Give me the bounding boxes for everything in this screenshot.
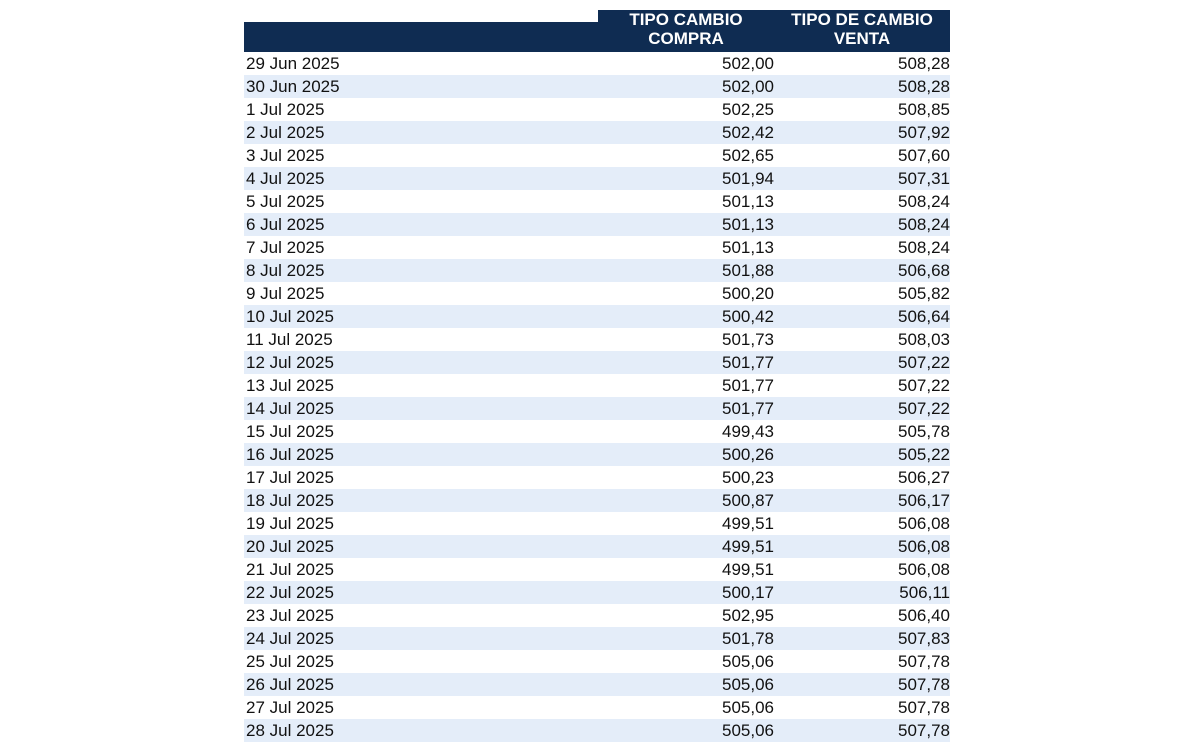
table-row — [244, 236, 950, 259]
compra-cell: 499,51 — [722, 560, 774, 579]
compra-cell: 505,06 — [722, 698, 774, 717]
date-cell: 26 Jul 2025 — [246, 675, 334, 694]
venta-cell: 507,78 — [898, 698, 950, 717]
venta-cell: 506,40 — [898, 606, 950, 625]
date-cell: 8 Jul 2025 — [246, 261, 325, 280]
table-row — [244, 558, 950, 581]
date-cell: 1 Jul 2025 — [246, 100, 325, 119]
date-cell: 12 Jul 2025 — [246, 353, 334, 372]
compra-cell: 500,26 — [722, 445, 774, 464]
compra-cell: 500,87 — [722, 491, 774, 510]
header-venta-line-2: VENTA — [833, 29, 891, 48]
venta-cell: 508,85 — [898, 100, 950, 119]
venta-cell: 508,24 — [898, 238, 950, 257]
date-cell: 25 Jul 2025 — [246, 652, 334, 671]
table-row — [244, 581, 950, 604]
compra-cell: 505,06 — [722, 675, 774, 694]
table-row — [244, 719, 950, 742]
table-row — [244, 374, 950, 397]
compra-cell: 501,77 — [722, 353, 774, 372]
table-row — [244, 535, 950, 558]
venta-cell: 507,78 — [898, 652, 950, 671]
table-row — [244, 282, 950, 305]
date-cell: 27 Jul 2025 — [246, 698, 334, 717]
venta-cell: 508,28 — [898, 54, 950, 73]
compra-cell: 500,17 — [722, 583, 774, 602]
compra-cell: 505,06 — [722, 721, 774, 740]
venta-cell: 506,08 — [898, 537, 950, 556]
compra-cell: 500,42 — [722, 307, 774, 326]
compra-cell: 502,95 — [722, 606, 774, 625]
table-row — [244, 650, 950, 673]
venta-cell: 507,78 — [898, 721, 950, 740]
table-row — [244, 420, 950, 443]
date-cell: 7 Jul 2025 — [246, 238, 325, 257]
compra-cell: 500,20 — [722, 284, 774, 303]
compra-cell: 502,65 — [722, 146, 774, 165]
table-row — [244, 167, 950, 190]
table-row — [244, 696, 950, 719]
table-body — [244, 52, 950, 742]
header-venta-line-1: TIPO DE CAMBIO — [791, 10, 933, 29]
venta-cell: 506,17 — [898, 491, 950, 510]
table-row — [244, 443, 950, 466]
table-row — [244, 512, 950, 535]
table-row — [244, 213, 950, 236]
compra-cell: 502,42 — [722, 123, 774, 142]
date-cell: 19 Jul 2025 — [246, 514, 334, 533]
compra-cell: 501,13 — [722, 238, 774, 257]
compra-cell: 501,94 — [722, 169, 774, 188]
venta-cell: 507,92 — [898, 123, 950, 142]
venta-cell: 505,78 — [898, 422, 950, 441]
venta-cell: 505,82 — [898, 284, 950, 303]
compra-cell: 499,51 — [722, 537, 774, 556]
compra-cell: 501,77 — [722, 376, 774, 395]
compra-cell: 501,88 — [722, 261, 774, 280]
header-compra-line-2: COMPRA — [648, 29, 724, 48]
compra-cell: 502,00 — [722, 54, 774, 73]
date-cell: 29 Jun 2025 — [246, 54, 340, 73]
compra-cell: 501,78 — [722, 629, 774, 648]
venta-cell: 507,60 — [898, 146, 950, 165]
venta-cell: 508,03 — [898, 330, 950, 349]
venta-cell: 505,22 — [898, 445, 950, 464]
header-compra — [598, 10, 774, 52]
table-row — [244, 144, 950, 167]
compra-cell: 505,06 — [722, 652, 774, 671]
date-cell: 9 Jul 2025 — [246, 284, 325, 303]
compra-cell: 502,00 — [722, 77, 774, 96]
venta-cell: 508,24 — [898, 192, 950, 211]
compra-cell: 499,43 — [722, 422, 774, 441]
date-cell: 13 Jul 2025 — [246, 376, 334, 395]
venta-cell: 506,08 — [898, 560, 950, 579]
venta-cell: 508,28 — [898, 77, 950, 96]
table-row — [244, 259, 950, 282]
compra-cell: 501,77 — [722, 399, 774, 418]
compra-cell: 499,51 — [722, 514, 774, 533]
date-cell: 2 Jul 2025 — [246, 123, 325, 142]
table-row — [244, 627, 950, 650]
date-cell: 5 Jul 2025 — [246, 192, 325, 211]
date-cell: 18 Jul 2025 — [246, 491, 334, 510]
date-cell: 14 Jul 2025 — [246, 399, 334, 418]
table-row — [244, 604, 950, 627]
exchange-rate-table — [244, 10, 950, 742]
venta-cell: 508,24 — [898, 215, 950, 234]
venta-cell: 506,08 — [898, 514, 950, 533]
table-header — [244, 10, 950, 52]
date-cell: 3 Jul 2025 — [246, 146, 325, 165]
table-row — [244, 121, 950, 144]
compra-cell: 501,13 — [722, 192, 774, 211]
date-cell: 6 Jul 2025 — [246, 215, 325, 234]
date-cell: 17 Jul 2025 — [246, 468, 334, 487]
date-cell: 11 Jul 2025 — [246, 330, 333, 349]
date-cell: 16 Jul 2025 — [246, 445, 334, 464]
venta-cell: 506,11 — [899, 583, 950, 602]
date-cell: 4 Jul 2025 — [246, 169, 325, 188]
compra-cell: 502,25 — [722, 100, 774, 119]
table-row — [244, 351, 950, 374]
venta-cell: 507,78 — [898, 675, 950, 694]
table-row — [244, 328, 950, 351]
date-cell: 15 Jul 2025 — [246, 422, 334, 441]
venta-cell: 507,83 — [898, 629, 950, 648]
compra-cell: 501,13 — [722, 215, 774, 234]
table-row — [244, 673, 950, 696]
compra-cell: 501,73 — [722, 330, 774, 349]
date-cell: 30 Jun 2025 — [246, 77, 340, 96]
venta-cell: 506,68 — [898, 261, 950, 280]
table-row — [244, 190, 950, 213]
date-cell: 20 Jul 2025 — [246, 537, 334, 556]
header-venta — [774, 10, 950, 52]
date-cell: 23 Jul 2025 — [246, 606, 334, 625]
compra-cell: 500,23 — [722, 468, 774, 487]
table-row — [244, 489, 950, 512]
date-cell: 10 Jul 2025 — [246, 307, 334, 326]
venta-cell: 507,31 — [898, 169, 950, 188]
date-cell: 22 Jul 2025 — [246, 583, 334, 602]
venta-cell: 506,27 — [898, 468, 950, 487]
date-cell: 24 Jul 2025 — [246, 629, 334, 648]
venta-cell: 507,22 — [898, 399, 950, 418]
table-row — [244, 98, 950, 121]
header-compra-line-1: TIPO CAMBIO — [629, 10, 743, 29]
table-row — [244, 75, 950, 98]
table-row — [244, 305, 950, 328]
date-cell: 28 Jul 2025 — [246, 721, 334, 740]
date-cell: 21 Jul 2025 — [246, 560, 334, 579]
table-row — [244, 52, 950, 75]
venta-cell: 507,22 — [898, 353, 950, 372]
table-row — [244, 397, 950, 420]
venta-cell: 507,22 — [898, 376, 950, 395]
table-row — [244, 466, 950, 489]
venta-cell: 506,64 — [898, 307, 950, 326]
